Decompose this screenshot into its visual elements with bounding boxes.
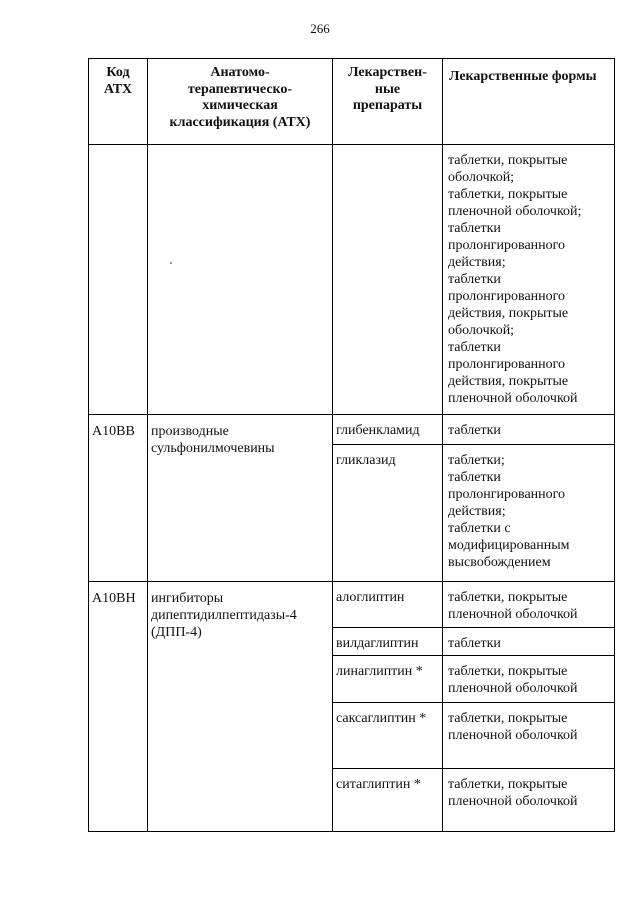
table-header-row: [89, 59, 615, 145]
forms-list: [443, 703, 614, 744]
table-body: [89, 145, 615, 832]
classification-cell: [148, 582, 333, 832]
dosage-form-text: таблетки: [448, 470, 501, 485]
forms-list: [443, 769, 614, 810]
header-text: препараты: [352, 98, 423, 113]
drug-name: ситаглиптин *: [336, 777, 421, 792]
classification-cell: [148, 415, 333, 582]
page-number: 266: [310, 21, 330, 36]
dosage-form-text: таблетки, покрытые: [448, 590, 568, 605]
dosage-form-text: пленочной оболочкой: [448, 391, 578, 406]
forms-list: [443, 145, 614, 407]
dosage-form-text: пролонгированного: [448, 238, 566, 253]
drug-subcell: [333, 627, 442, 655]
dosage-form-text: пролонгированного: [448, 357, 566, 372]
header-code: [89, 59, 148, 145]
dosage-form-text: пленочной оболочкой: [448, 681, 578, 696]
classification-text: дипептидилпептидазы-4: [151, 608, 297, 623]
forms-list: [443, 656, 614, 697]
forms-subcell: [443, 627, 614, 655]
dosage-form-text: действия;: [448, 504, 506, 519]
atc-code-cell: [89, 145, 148, 415]
table-row: [89, 145, 615, 415]
classification-text: сульфонилмочевины: [151, 441, 275, 456]
forms-subcell: [443, 702, 614, 768]
drug-name: алоглиптин: [336, 590, 405, 605]
classification-text: ингибиторы: [151, 591, 224, 606]
atc-code-cell: A10BB: [89, 415, 148, 582]
dosage-forms-cell: [443, 582, 615, 832]
dosage-form-text: таблетки: [448, 272, 501, 287]
header-forms: [443, 59, 615, 145]
dosage-form-text: оболочкой;: [448, 323, 515, 338]
forms-subcell: [443, 655, 614, 702]
header-text: Лекарствен-: [348, 65, 427, 80]
dosage-form-text: таблетки: [448, 221, 501, 236]
dosage-form-text: пролонгированного: [448, 487, 566, 502]
dosage-form-text: пленочной оболочкой: [448, 607, 578, 622]
forms-list: [443, 582, 614, 623]
drug-name: линаглиптин *: [336, 664, 423, 679]
header-text: АТХ: [103, 81, 133, 97]
dosage-form-text: таблетки, покрытые: [448, 777, 568, 792]
medication-table: [88, 58, 615, 832]
drug-subcell: [333, 768, 442, 831]
dosage-form-text: оболочкой;: [448, 170, 515, 185]
forms-list: [443, 445, 614, 571]
dosage-form-text: таблетки;: [448, 453, 505, 468]
header-classification: [148, 59, 333, 145]
dosage-form-text: действия, покрытые: [448, 306, 569, 321]
drug-subcell: [333, 702, 442, 768]
dosage-form-text: действия;: [448, 255, 506, 270]
drug-cell: [333, 582, 443, 832]
dosage-forms-cell: [443, 415, 615, 582]
dosage-form-text: таблетки, покрытые: [448, 664, 568, 679]
header-drugs: [333, 59, 443, 145]
header-text: терапевтическо-: [187, 81, 293, 97]
drug-name: саксаглиптин *: [336, 711, 427, 726]
header-text: Код: [106, 65, 130, 80]
table-row: [89, 582, 615, 832]
classification-cell: [148, 145, 333, 415]
dosage-form-text: действия, покрытые: [448, 374, 569, 389]
drug-subcell: [333, 145, 442, 414]
drug-subcell: [333, 415, 442, 444]
forms-list: [443, 415, 614, 439]
header-text: Анатомо-: [210, 65, 270, 80]
table-row: [89, 415, 615, 582]
header-text: Лекарственные формы: [449, 69, 597, 84]
drug-name: гликлазид: [336, 453, 396, 468]
dosage-form-text: модифицированным: [448, 538, 570, 553]
forms-subcell: [443, 768, 614, 831]
header-text: химическая: [202, 98, 278, 113]
drug-cell: [333, 415, 443, 582]
dosage-form-text: таблетки, покрытые: [448, 711, 568, 726]
dosage-form-text: пролонгированного: [448, 289, 566, 304]
header-text: классификация (АТХ): [169, 114, 311, 130]
drug-subcell: [333, 655, 442, 702]
dosage-form-text: таблетки, покрытые: [448, 153, 568, 168]
dosage-form-text: таблетки: [448, 636, 501, 651]
dosage-form-text: высвобождением: [448, 555, 551, 570]
forms-subcell: [443, 145, 614, 414]
atc-code-cell: A10BH: [89, 582, 148, 832]
dosage-form-text: таблетки: [448, 340, 501, 355]
dosage-form-text: таблетки: [448, 423, 501, 438]
dosage-form-text: таблетки, покрытые: [448, 187, 568, 202]
drug-name: вилдаглиптин: [336, 636, 419, 651]
forms-subcell: [443, 582, 614, 627]
dosage-form-text: пленочной оболочкой: [448, 794, 578, 809]
forms-subcell: [443, 415, 614, 444]
classification-text: (ДПП-4): [151, 625, 202, 640]
dosage-form-text: таблетки с: [448, 521, 511, 536]
drug-subcell: [333, 444, 442, 581]
classification-text: производные: [151, 424, 229, 439]
dosage-forms-cell: [443, 145, 615, 415]
header-text: ные: [374, 81, 401, 97]
drug-subcell: [333, 582, 442, 627]
forms-subcell: [443, 444, 614, 581]
dosage-form-text: пленочной оболочкой: [448, 728, 578, 743]
drug-name: [333, 145, 442, 152]
scan-speck: [170, 262, 172, 264]
drug-name: глибенкламид: [336, 423, 420, 438]
forms-list: [443, 628, 614, 652]
drug-cell: [333, 145, 443, 415]
dosage-form-text: пленочной оболочкой;: [448, 204, 582, 219]
